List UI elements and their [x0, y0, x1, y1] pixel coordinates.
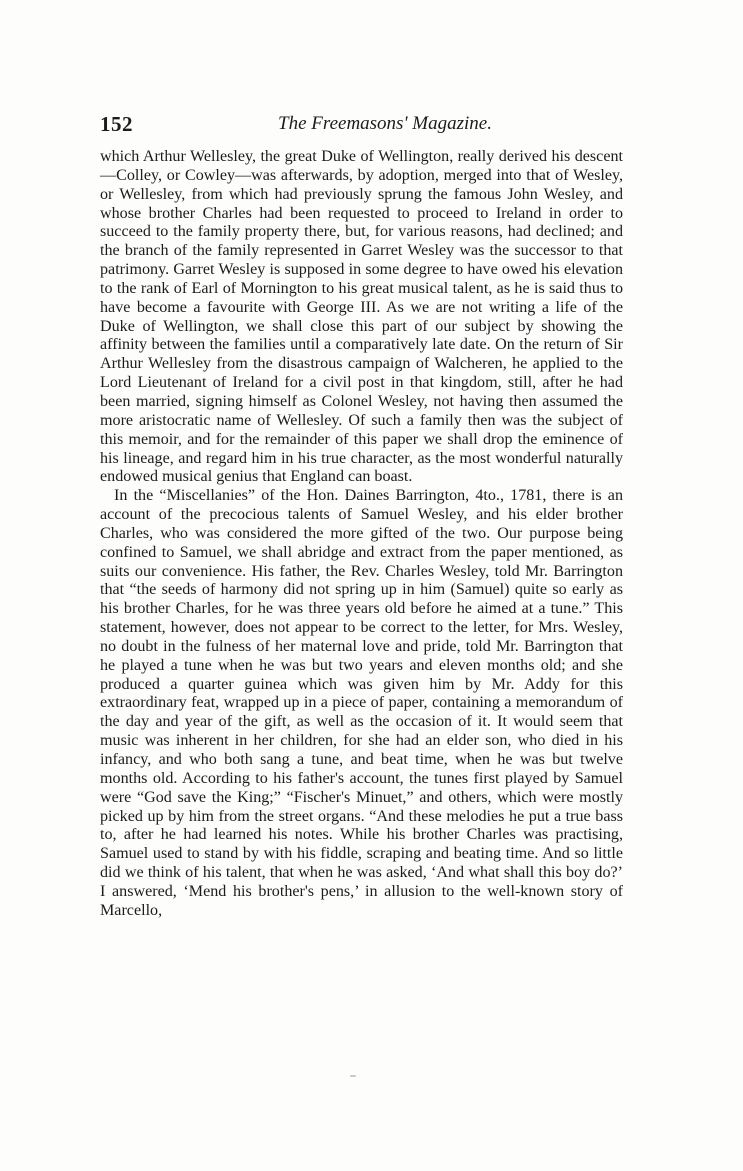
running-head [100, 112, 625, 142]
paragraph-continued: which Arthur Wellesley, the great Duke of Wellington, really derived his descent—Colley, or Cowley—was afterwards, by adoption, merged into that of Wesley, or Wellesley, from which had previously sprung the famous John Wesley, and whose brother Charles had been requested to proceed to Ireland in order to succeed to the family property there, but, for various reasons, had declined; and the branch of the family represented in Garret Wesley was the successor to that patrimony. Garret Wesley is supposed in some degree to have owed his elevation to the rank of Earl of Mornington to his great musical talent, as he is said thus to have become a favourite with George III. As we are not writing a life of the Duke of Wellington, we shall close this part of our subject by showing the affinity between the families until a comparatively late date. On the return of Sir Arthur Wellesley from the disastrous campaign of Walcheren, he applied to the Lord Lieutenant of Ireland for a civil post in that kingdom, still, after he had been married, signing himself as Colonel Wesley, not having then assumed the more aristocratic name of Wellesley. Of such a family then was the subject of this memoir, and for the remainder of this paper we shall drop the eminence of his lineage, and regard him in his true character, as the most wonderful naturally endowed musical genius that England can boast. [100, 148, 623, 486]
paragraph-miscellanies: In the “Miscellanies” of the Hon. Daines Barrington, 4to., 1781, there is an account of the precocious talents of Samuel Wesley, and his elder brother Charles, who was considered the more gifted of the two. Our purpose being confined to Samuel, we shall abridge and extract from the paper mentioned, as suits our convenience. His father, the Rev. Charles Wesley, told Mr. Barrington that “the seeds of harmony did not spring up in him (Samuel) quite so early as his brother Charles, for he was three years old before he aimed at a tune.” This statement, however, does not appear to be correct to the letter, for Mrs. Wesley, no doubt in the fulness of her maternal love and pride, told Mr. Barrington that he played a tune when he was but two years and eleven months old; and she produced a quarter guinea which was given him by Mr. Addy for this extraordinary feat, wrapped up in a piece of paper, containing a memorandum of the day and year of the gift, as well as the occasion of it. It would seem that music was inherent in her children, for she had an elder son, who died in his infancy, and who both sang a tune, and beat time, when he was but twelve months old. According to his father's account, the tunes first played by Samuel were “God save the King;” “Fischer's Minuet,” and others, which were mostly picked up by him from the street organs. “And these melodies he put a true bass to, after he had learned his notes. While his brother Charles was practising, Samuel used to stand by with his fiddle, scraping and beating time. And so little did we think of his talent, that when he was asked, ‘And what shall this boy do?’ I answered, ‘Mend his brother's pens,’ in allusion to the well-known story of Marcello, [100, 487, 623, 919]
page-number: 152 [100, 112, 133, 136]
journal-title: The Freemasons' Magazine. [278, 113, 492, 134]
print-speck [350, 1075, 356, 1077]
article-body [100, 148, 623, 921]
